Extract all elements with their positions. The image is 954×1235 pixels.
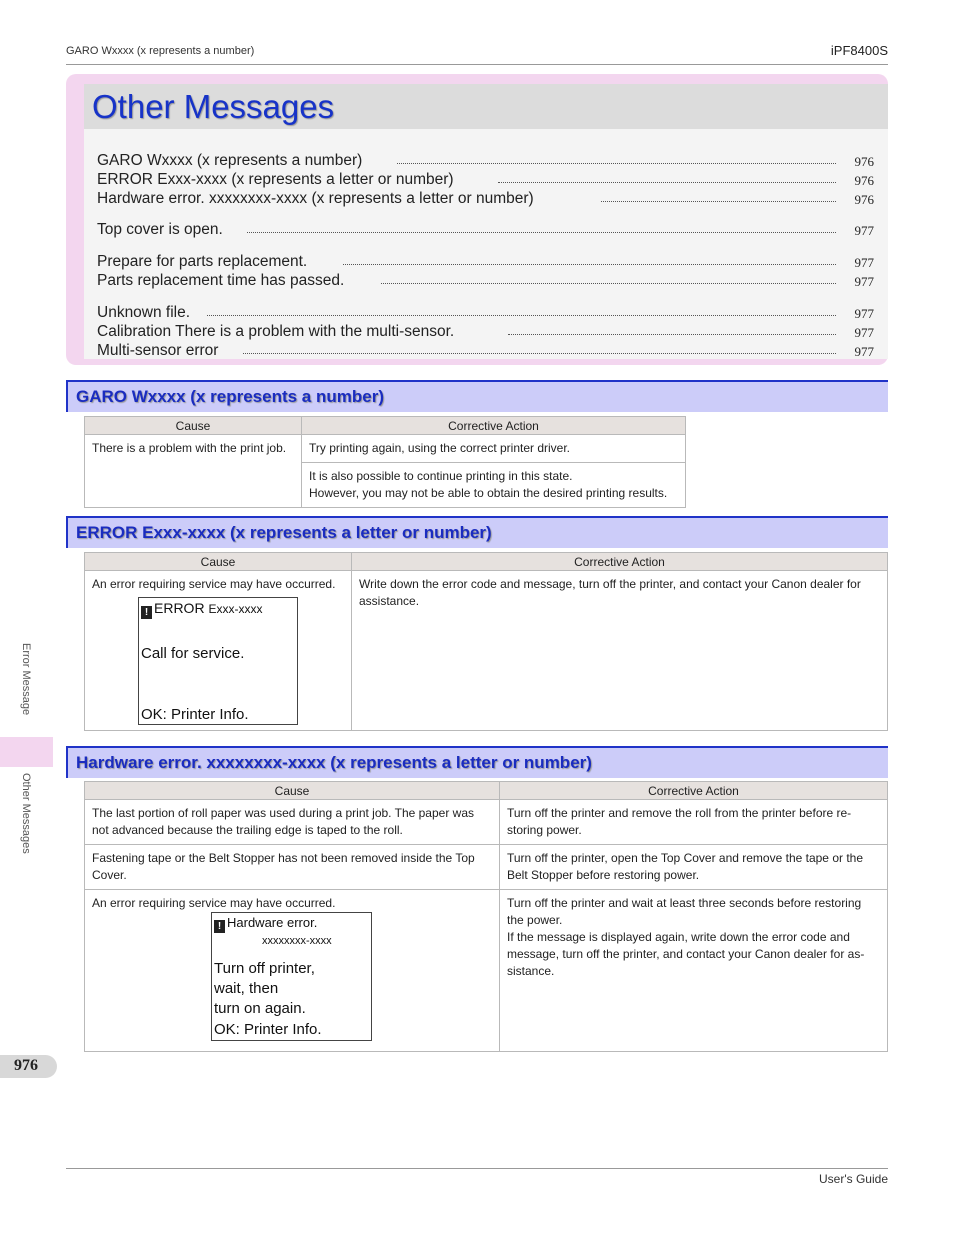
lcd-line: ! Hardware error. xyxy=(214,915,317,933)
toc-entry[interactable] xyxy=(97,304,874,322)
section-heading-hardware xyxy=(66,746,888,778)
table-row xyxy=(85,435,686,463)
toc-dot-leader xyxy=(207,315,836,316)
toc-entry-page: 976 xyxy=(854,154,874,169)
toc-panel xyxy=(84,84,888,359)
running-header-section: GARO Wxxxx (x represents a number) xyxy=(66,45,255,57)
side-tab-section[interactable]: Other Messages xyxy=(20,773,32,854)
page-number: 976 xyxy=(14,1057,38,1074)
toc-entry-page: 977 xyxy=(854,306,874,321)
action-line: However, you may not be able to obtain the desired printing results. xyxy=(309,486,668,500)
column-header-cause: Cause xyxy=(85,417,302,435)
toc-entry[interactable] xyxy=(97,323,874,341)
lcd-error-display xyxy=(138,597,298,725)
running-header-model: iPF8400S xyxy=(830,43,888,58)
toc-entry-text: Hardware error. xxxxxxxx-xxxx (x represents a letter or number) xyxy=(97,190,534,207)
toc-entry-text: ERROR Exxx-xxxx (x represents a letter or number) xyxy=(97,171,454,188)
toc-entry-page: 977 xyxy=(854,255,874,270)
toc-entry-page: 977 xyxy=(854,223,874,238)
toc-entry[interactable] xyxy=(97,152,874,170)
hardware-table xyxy=(84,781,888,1052)
warning-icon: ! xyxy=(214,920,225,933)
footer-guide-title: User's Guide xyxy=(819,1172,888,1186)
lcd-line: ! ERROR Exxx-xxxx xyxy=(141,600,262,619)
toc-entry-text: Multi-sensor error xyxy=(97,342,219,359)
toc-entry-text: Prepare for parts replacement. xyxy=(97,253,308,270)
column-header-action: Corrective Action xyxy=(302,417,686,435)
toc-dot-leader xyxy=(498,182,836,183)
toc-entry-page: 977 xyxy=(854,344,874,359)
action-line: Turn off the printer and wait at least three seconds before restoring the power. xyxy=(507,896,862,927)
section-heading-garo xyxy=(66,380,888,412)
lcd-line: OK: Printer Info. xyxy=(141,706,249,723)
cause-cell: Fastening tape or the Belt Stopper has not been removed inside the Top Cover. xyxy=(85,845,500,890)
toc-entry[interactable] xyxy=(97,221,874,239)
toc-entry-text: GARO Wxxxx (x represents a number) xyxy=(97,152,363,169)
column-header-cause: Cause xyxy=(85,553,352,571)
action-line: It is also possible to continue printing in this state. xyxy=(309,469,573,483)
cause-text: An error requiring service may have occurred. xyxy=(92,896,336,910)
toc-dot-leader xyxy=(247,232,836,233)
lcd-line: xxxxxxxx-xxxx xyxy=(262,935,332,947)
toc-dot-leader xyxy=(601,201,836,202)
section-title: GARO Wxxxx (x represents a number) xyxy=(76,387,384,406)
action-cell: Write down the error code and message, turn off the printer, and contact your Canon dealer for assistance. xyxy=(352,571,888,731)
cause-cell: The last portion of roll paper was used during a print job. The paper was not advanced because the trailing edge is taped to the roll. xyxy=(85,800,500,845)
table-row xyxy=(85,845,888,890)
toc-dot-leader xyxy=(243,353,836,354)
toc-entry[interactable] xyxy=(97,190,874,208)
lcd-line: Turn off printer, xyxy=(214,960,315,977)
toc-entry-page: 977 xyxy=(854,274,874,289)
column-header-cause: Cause xyxy=(85,782,500,800)
toc-dot-leader xyxy=(343,264,836,265)
lcd-line: turn on again. xyxy=(214,1000,306,1017)
footer-rule xyxy=(66,1168,888,1169)
lcd-line: Call for service. xyxy=(141,645,245,662)
toc-dot-leader xyxy=(508,334,836,335)
action-line: If the message is displayed again, write down the error code and message, turn off the printer, and contact your Canon dealer for as-sistance. xyxy=(507,930,865,978)
column-header-action: Corrective Action xyxy=(500,782,888,800)
toc-entry-page: 976 xyxy=(854,192,874,207)
toc-entry[interactable] xyxy=(97,342,874,360)
toc-entry-text: Top cover is open. xyxy=(97,221,223,238)
table-row xyxy=(85,800,888,845)
action-cell: Try printing again, using the correct printer driver. xyxy=(302,435,686,463)
lcd-line: wait, then xyxy=(214,980,279,997)
toc-dot-leader xyxy=(381,283,836,284)
cause-cell: There is a problem with the print job. xyxy=(85,435,302,508)
toc-entry-text: Unknown file. xyxy=(97,304,191,321)
toc-entry[interactable] xyxy=(97,253,874,271)
warning-icon: ! xyxy=(141,606,152,619)
toc-entry-text: Parts replacement time has passed. xyxy=(97,272,345,289)
section-heading-error xyxy=(66,516,888,548)
toc-entry[interactable] xyxy=(97,171,874,189)
garo-table xyxy=(84,416,686,508)
toc-entry-text: Calibration There is a problem with the multi-sensor. xyxy=(97,323,455,340)
header-rule xyxy=(66,64,888,65)
side-tab-chapter[interactable]: Error Message xyxy=(20,643,32,716)
page-title: Other Messages xyxy=(92,88,335,125)
cause-text: An error requiring service may have occurred. xyxy=(92,577,336,591)
toc-box xyxy=(66,74,888,365)
side-tab-highlight xyxy=(0,737,53,767)
action-cell xyxy=(500,890,888,1052)
toc-entry[interactable] xyxy=(97,272,874,290)
toc-dot-leader xyxy=(397,163,836,164)
action-cell xyxy=(302,463,686,508)
column-header-action: Corrective Action xyxy=(352,553,888,571)
action-cell: Turn off the printer, open the Top Cover and remove the tape or the Belt Stopper before restoring power. xyxy=(500,845,888,890)
section-title: Hardware error. xxxxxxxx-xxxx (x represents a letter or number) xyxy=(76,753,592,772)
action-cell: Turn off the printer and remove the roll from the printer before re-storing power. xyxy=(500,800,888,845)
toc-entry-page: 977 xyxy=(854,325,874,340)
section-title: ERROR Exxx-xxxx (x represents a letter or number) xyxy=(76,523,492,542)
table-row xyxy=(85,890,888,1052)
toc-title-bar xyxy=(84,84,888,129)
lcd-line: OK: Printer Info. xyxy=(214,1021,322,1038)
toc-entry-page: 976 xyxy=(854,173,874,188)
lcd-hardware-display xyxy=(211,912,372,1041)
